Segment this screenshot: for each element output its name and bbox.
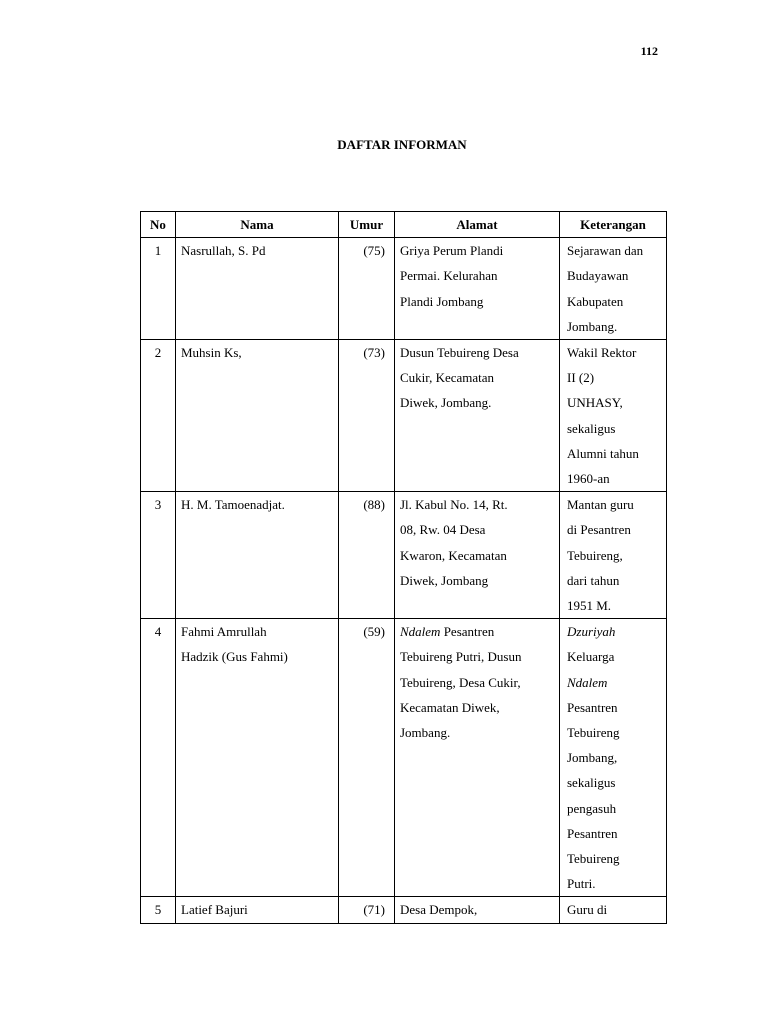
cell-keterangan: [560, 619, 667, 897]
cell-nama: Latief Bajuri: [176, 897, 339, 923]
cell-alamat: Desa Dempok,: [395, 897, 560, 923]
cell-keterangan: Wakil Rektor II (2) UNHASY, sekaligus Alumni tahun 1960-an: [560, 340, 667, 492]
cell-no: 1: [141, 238, 176, 340]
header-no: No: [141, 212, 176, 238]
cell-no: 2: [141, 340, 176, 492]
keterangan-italic-term: Dzuriyah: [567, 624, 616, 640]
cell-nama: Fahmi Amrullah Hadzik (Gus Fahmi): [176, 619, 339, 897]
table-row: [141, 492, 667, 619]
cell-umur: (71): [339, 897, 395, 923]
cell-nama: H. M. Tamoenadjat.: [176, 492, 339, 619]
cell-keterangan: Sejarawan dan Budayawan Kabupaten Jombang.: [560, 238, 667, 340]
table-row: [141, 897, 667, 923]
cell-nama: Muhsin Ks,: [176, 340, 339, 492]
table-row: [141, 340, 667, 492]
cell-alamat: Dusun Tebuireng Desa Cukir, Kecamatan Diwek, Jombang.: [395, 340, 560, 492]
alamat-italic-term: Ndalem: [400, 624, 441, 640]
cell-no: 3: [141, 492, 176, 619]
keterangan-text: Pesantren Tebuireng Jombang, sekaligus pengasuh Pesantren Tebuireng Putri.: [567, 699, 620, 892]
cell-umur: (73): [339, 340, 395, 492]
keterangan-text: Keluarga: [567, 649, 615, 665]
table-header-row: [141, 212, 667, 238]
cell-umur: (88): [339, 492, 395, 619]
alamat-text: Pesantren Tebuireng Putri, Dusun Tebuireng, Desa Cukir, Kecamatan Diwek, Jombang.: [400, 624, 522, 741]
cell-nama: Nasrullah, S. Pd: [176, 238, 339, 340]
header-keterangan: Keterangan: [560, 212, 667, 238]
cell-keterangan: Guru di: [560, 897, 667, 923]
page-number: 112: [640, 44, 658, 58]
cell-umur: (75): [339, 238, 395, 340]
cell-alamat: Jl. Kabul No. 14, Rt. 08, Rw. 04 Desa Kwaron, Kecamatan Diwek, Jombang: [395, 492, 560, 619]
table-row: [141, 238, 667, 340]
page-title: DAFTAR INFORMAN: [337, 137, 467, 152]
informant-table: [140, 211, 667, 924]
header-alamat: Alamat: [395, 212, 560, 238]
keterangan-italic-term: Ndalem: [567, 674, 608, 690]
cell-no: 5: [141, 897, 176, 923]
cell-umur: (59): [339, 619, 395, 897]
cell-alamat: [395, 619, 560, 897]
cell-alamat: Griya Perum Plandi Permai. Kelurahan Plandi Jombang: [395, 238, 560, 340]
header-umur: Umur: [339, 212, 395, 238]
header-nama: Nama: [176, 212, 339, 238]
cell-keterangan: Mantan guru di Pesantren Tebuireng, dari tahun 1951 M.: [560, 492, 667, 619]
cell-no: 4: [141, 619, 176, 897]
table-row: [141, 619, 667, 897]
